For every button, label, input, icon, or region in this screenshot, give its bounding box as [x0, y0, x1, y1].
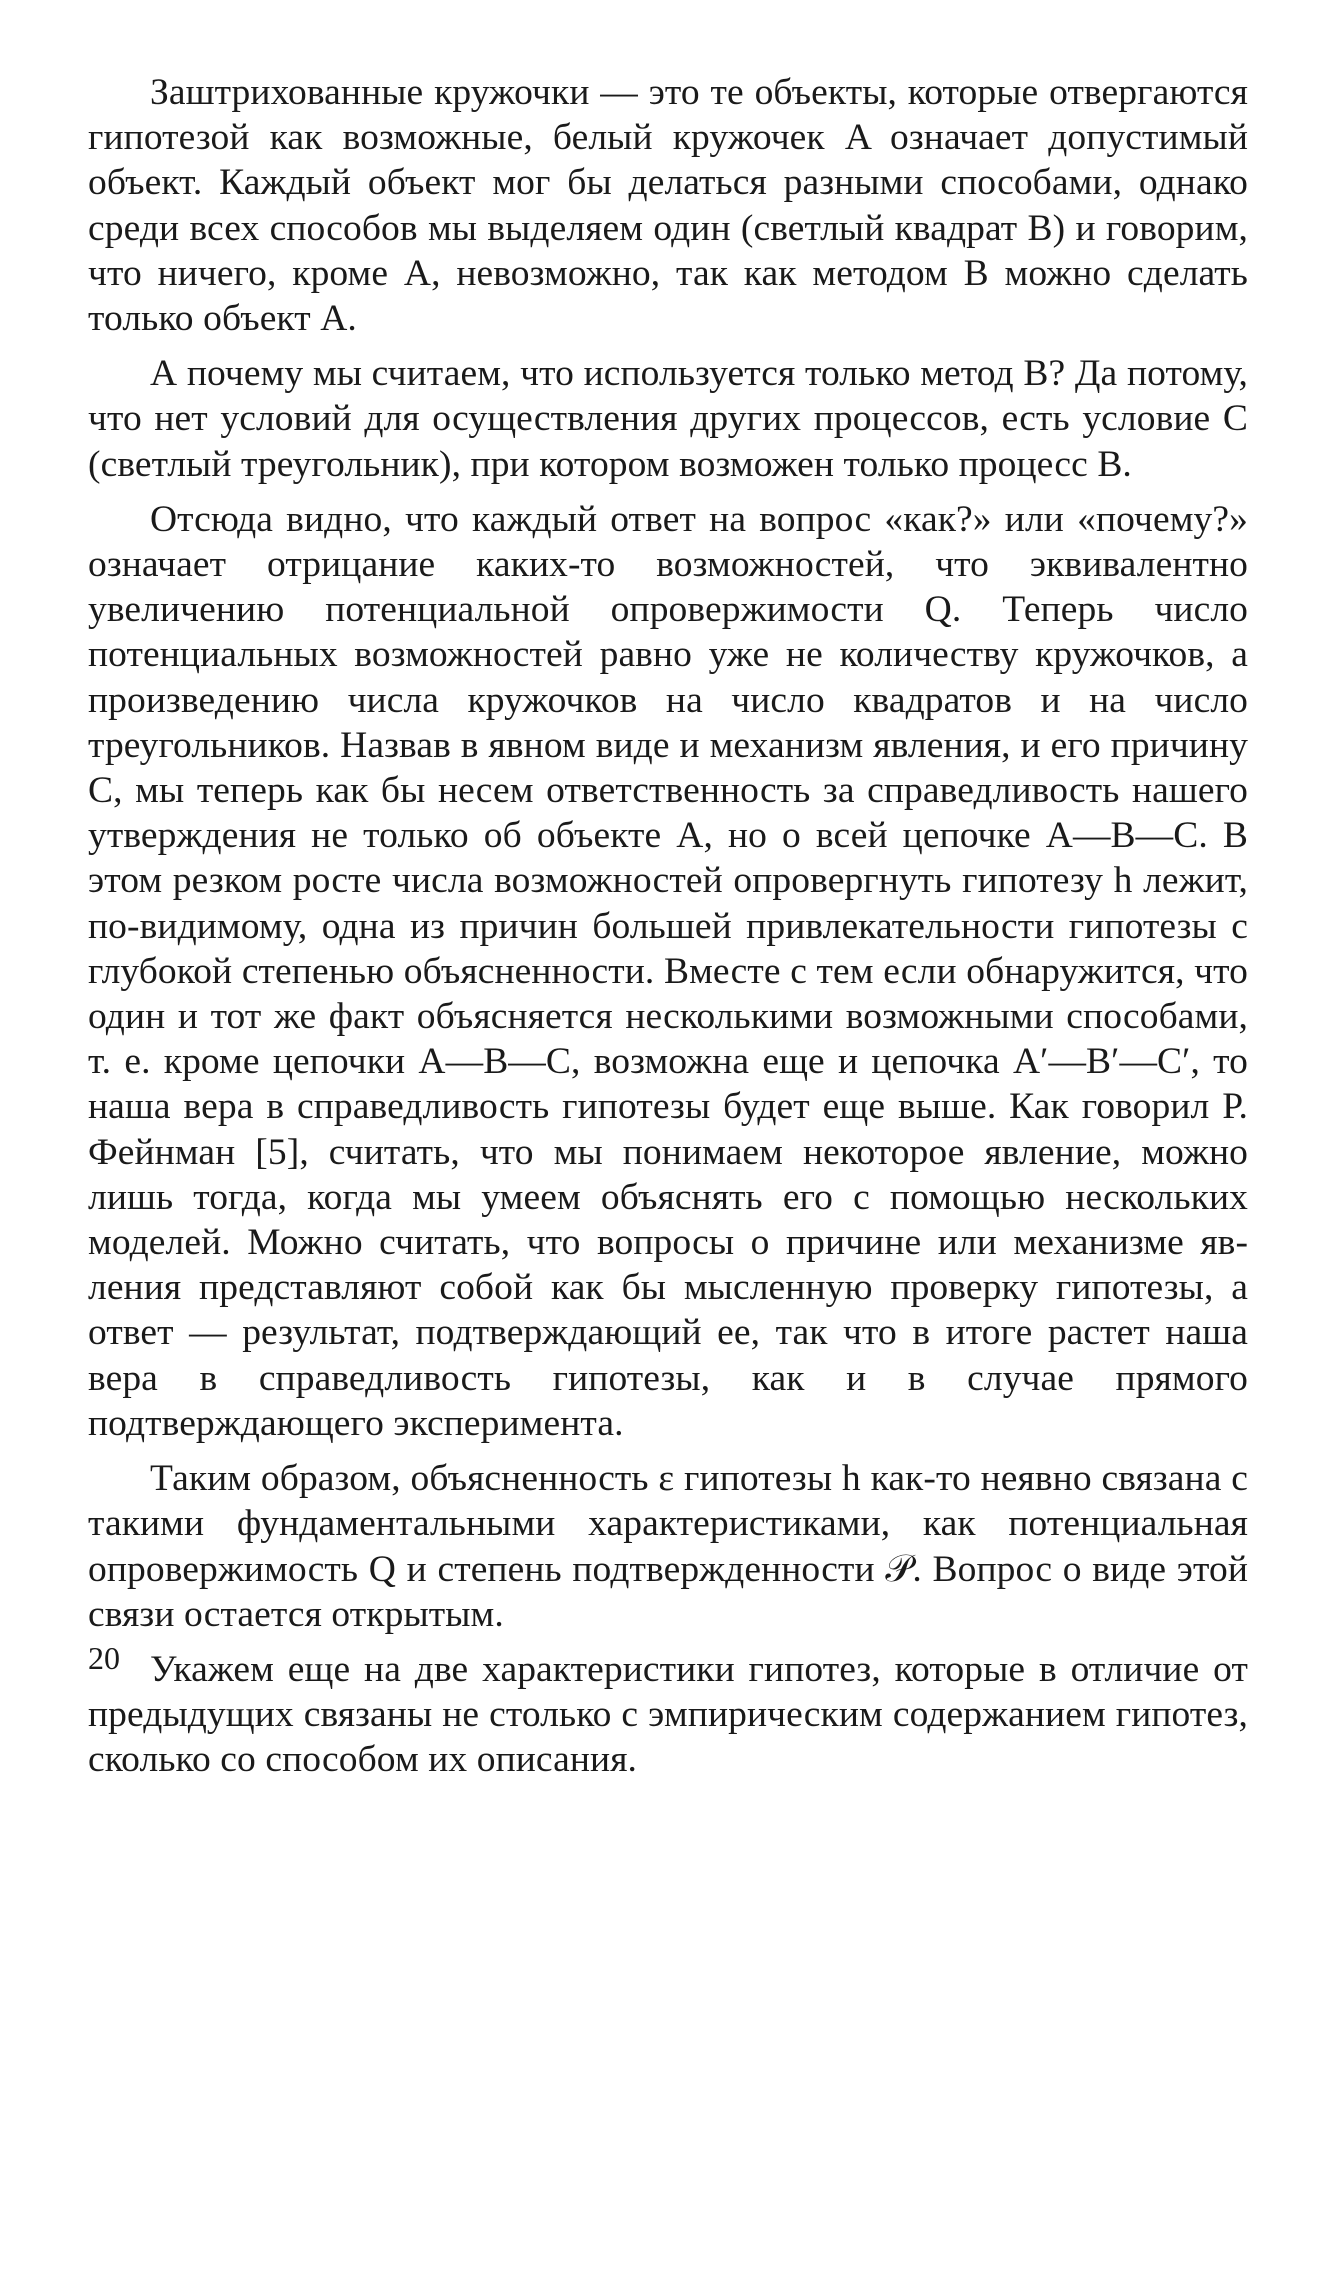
- paragraph-4: Таким образом, объясненность ε гипотезы h как-то неявно связана с такими фундаментальными характеристиками, как потенциальная опровержимость Q и степень подтвержденности 𝒫. Вопрос о виде этой связи остается открытым.: [88, 1458, 1248, 1635]
- page-body: [88, 70, 1248, 1793]
- paragraph-2: А почему мы считаем, что используется только метод B? Да потому, что нет условий для осуществления других процессов, есть условие C (светлый треугольник), при котором возможен только процесс B.: [88, 353, 1248, 485]
- page-number: 20: [88, 1640, 120, 1676]
- paragraph-3: Отсюда видно, что каждый ответ на вопрос «как?» или «почему?» означает отрицание каких-то возможностей, что эквивалентно увеличению потенциальной опровержимости Q. Теперь число потенциальных возможностей равно уже не количеству кружочков, а произведению числа кружочков на число квадратов и на число треугольников. Назвав в явном виде и механизм явления, и его причину C, мы теперь как бы несем ответственность за справедливость нашего утверждения не только об объекте A, но о всей цепочке A—B—C. В этом резком росте числа возможностей опровергнуть гипотезу h лежит, по-видимому, одна из причин большей привлекательности гипотезы с глубокой степенью объясненности. Вместе с тем если обнаружится, что один и тот же факт объясняется несколькими возможными способами, т. е. кроме цепочки A—B—C, возможна еще и цепочка A′—B′—C′, то наша вера в справедливость гипотезы будет еще выше. Как говорил Р. Фейнман [5], считать, что мы понимаем некоторое явление, можно лишь тогда, когда мы умеем объяснять его с помощью нескольких моделей. Можно считать, что вопросы о причине или механизме явления представляют собой как бы мысленную проверку гипотезы, а ответ — результат, подтверждающий ее, так что в итоге растет наша вера в справедливость гипотезы, как и в случае прямого подтверждающего эксперимента.: [88, 498, 1248, 1444]
- paragraph-1: Заштрихованные кружочки — это те объекты, которые отвергаются гипотезой как возможные, белый кружочек A означает допустимый объект. Каждый объект мог бы делаться разными способами, однако среди всех способов мы выделяем один (светлый квадрат B) и говорим, что ничего, кроме A, невозможно, так как методом B можно сделать только объект A.: [88, 72, 1248, 340]
- paragraph-5: Укажем еще на две характеристики гипотез, которые в отличие от предыдущих связаны не столько с эмпирическим содержанием гипотез, сколько со способом их описания.: [88, 1648, 1248, 1781]
